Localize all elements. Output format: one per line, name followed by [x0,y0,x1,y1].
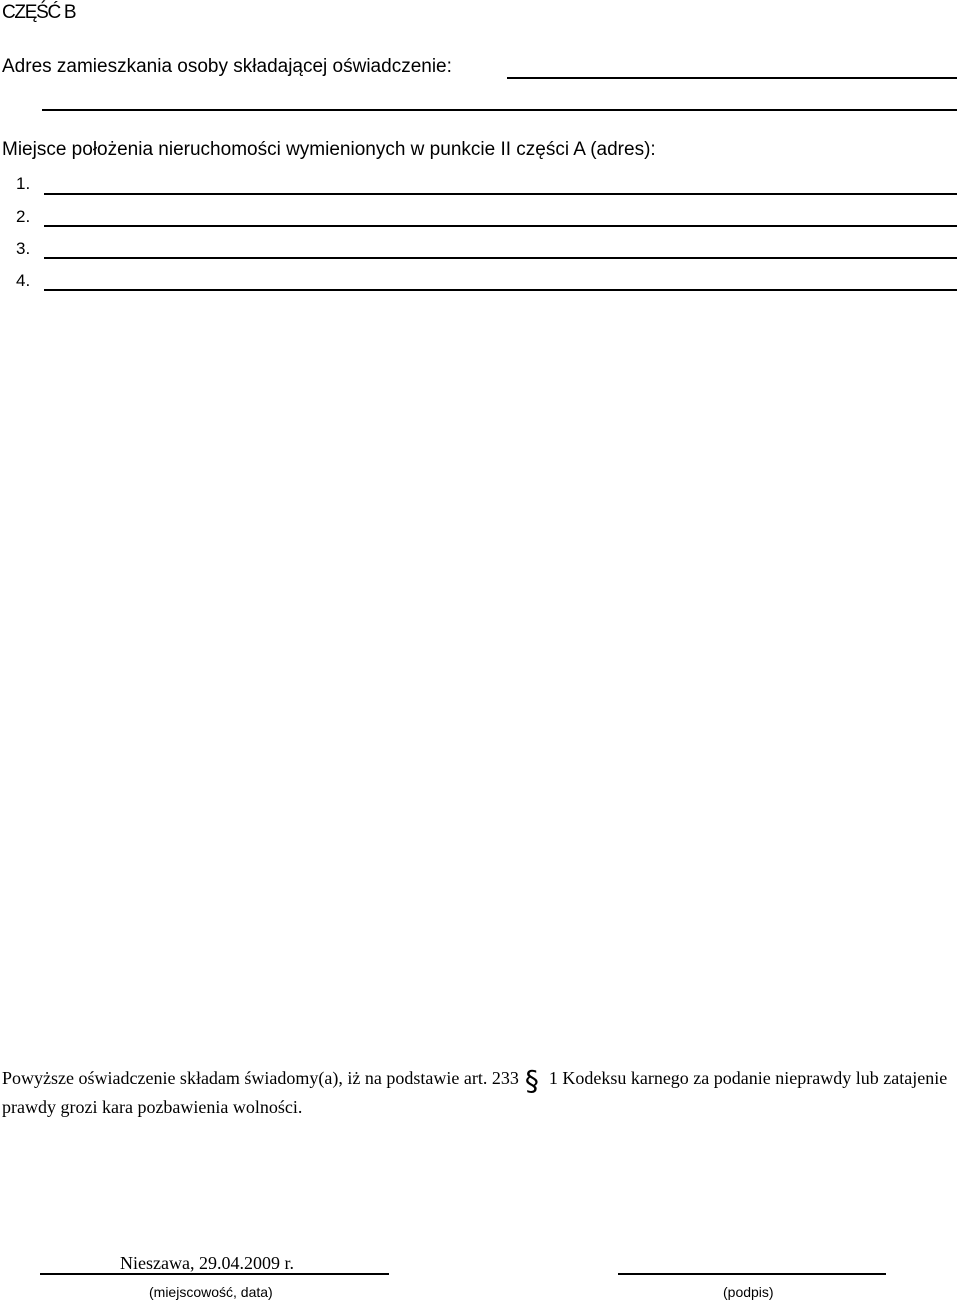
declaration-text [2,1064,952,1122]
place-date-value: Nieszawa, 29.04.2009 r. [120,1253,294,1273]
section-title: CZĘŚĆ B [2,2,76,23]
item-line-1 [44,193,957,195]
item-number-1: 1. [16,174,31,193]
item-number-4: 4. [16,271,31,290]
item-number-2: 2. [16,207,31,226]
item-number-3: 3. [16,239,31,258]
item-line-3 [44,257,957,259]
address-line-2 [42,109,957,111]
signature-line [618,1273,886,1275]
address-line-1 [507,77,957,79]
section-sign: § [524,1064,539,1097]
item-line-2 [44,225,957,227]
place-date-caption: (miejscowość, data) [149,1284,273,1300]
location-label: Miejsce położenia nieruchomości wymienionych w punkcie II części A (adres): [2,139,656,160]
declaration-text-after: 1 Kodeksu karnego za podanie nieprawdy lub zatajenie prawdy grozi kara pozbawienia wolności. [2,1068,948,1117]
signature-caption: (podpis) [723,1284,774,1300]
declaration-text-before: Powyższe oświadczenie składam świadomy(a), iż na podstawie art. 233 [2,1068,519,1088]
address-label: Adres zamieszkania osoby składającej oświadczenie: [2,56,452,77]
item-line-4 [44,289,957,291]
place-date-line [40,1273,389,1275]
